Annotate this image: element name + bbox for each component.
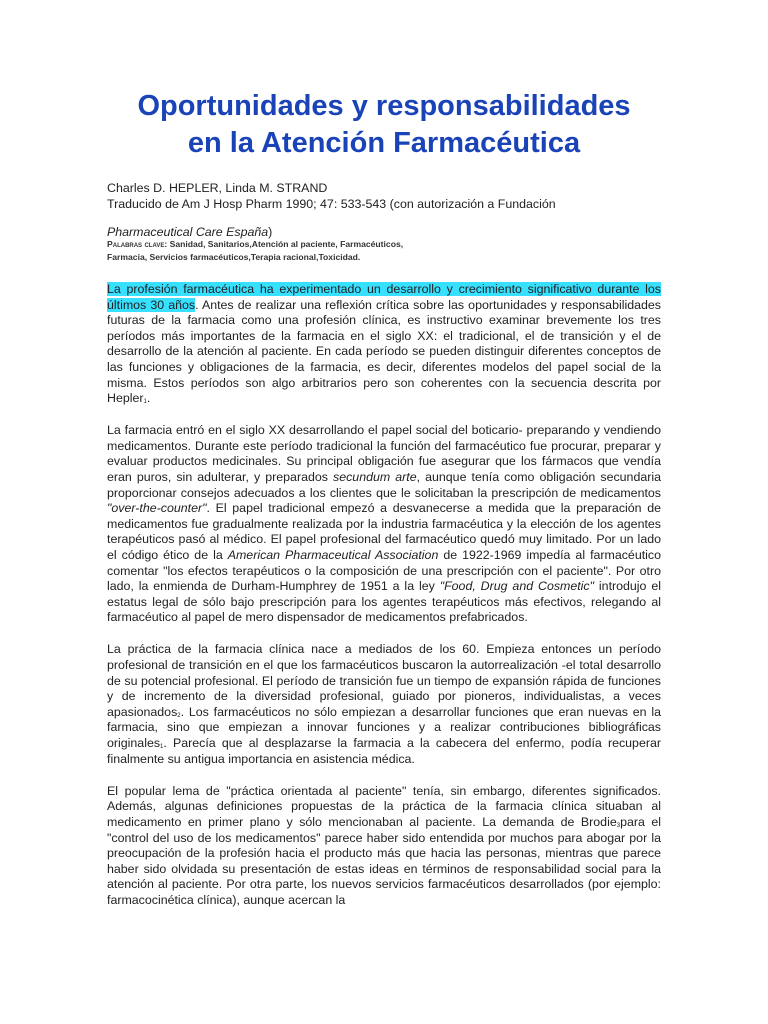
paragraph-2-text-5: introdujo el estatus legal de sólo bajo prescripción para los agentes terapéuticos más efectivos, relegando al farmacéutico al papel de mero dispensador de medicamentos prefabricados. [107, 579, 661, 625]
translation-note: Traducido de Am J Hosp Pharm 1990; 47: 533-543 (con autorización a Fundación [107, 197, 556, 211]
organization-name: Pharmaceutical Care España [107, 225, 269, 239]
paragraph-2-text-2: , aunque tenía como obligación secundaria proporcionar consejos adecuados a los clientes que le solicitaban la prescripción de medicamentos [107, 470, 661, 500]
reference-marker: 1 [143, 399, 147, 406]
reference-marker: 2 [177, 712, 181, 719]
authors-line [107, 180, 667, 212]
paragraph-1-text: . Antes de realizar una reflexión crítica sobre las oportunidades y responsabilidades futuras de la farmacia como una profesión clínica, es instructivo examinar brevemente los tres períodos más importantes de la farmacia en el siglo XX: el tradicional, el de transición y el de desarrollo de la atención al paciente. En cada período se pueden distinguir diferentes conceptos de las funciones y obligaciones de la farmacia, es decir, diferentes modelos del papel social de la misma. Estos períodos son algo arbitrarios pero son coherentes con la secuencia descrita por Hepler [107, 297, 661, 406]
paragraph-3-text-2: . Los farmacéuticos no sólo empiezan a desarrollar funciones que eran nuevas en la farmacia, sino que empiezan a innovar funciones y a realizar contribuciones bibliográficas originales [107, 704, 661, 751]
italic-fdc-act: "Food, Drug and Cosmetic" [439, 579, 595, 594]
paragraph-2 [107, 423, 661, 626]
paragraph-2-text-1: La farmacia entró en el siglo XX desarrollando el papel social del boticario- preparando y vendiendo medicamentos. Durante este período tradicional la función del farmacéutico fue procurar, preparar y evaluar productos medicinales. Su principal obligación fue asegurar que los fármacos que vendía eran puros, sin adulterar, y preparados [107, 423, 661, 485]
paragraph-2-text-3: . El papel tradicional empezó a desvanecerse a medida que la preparación de medicamentos fue gradualmente realizada por la industria farmacéutica y la elección de los agentes terapéuticos pasó al médico. El papel profesional del farmacéutico quedó muy limitado. Por un lado el código ético de la [107, 501, 661, 562]
keywords-block [107, 238, 667, 263]
organization-close: ) [268, 225, 273, 239]
paragraph-4-text-2: para el "control del uso de los medicamentos" parece haber sido entendida por muchos para abogar por la preocupación de la profesión hacia el producto más que hacia las personas, mientras que parece haber sido olvidada su presentación de estas ideas en términos de responsabilidad social para la atención al paciente. Por otra parte, los nuevos servicios farmacéuticos desarrollados (por ejemplo: farmacocinética clínica), aunque acercan la [107, 814, 661, 907]
article-body [107, 282, 661, 925]
paragraph-2-text-4: de 1922-1969 impedía al farmacéutico comentar "los efectos terapéuticos o la composición de una prescripción con el paciente". Por otro lado, la enmienda de Durham-Humphrey de 1951 a la ley [107, 548, 661, 594]
authors: Charles D. HEPLER, Linda M. STRAND [107, 181, 328, 195]
document-title [60, 88, 708, 162]
paragraph-3-text-1: La práctica de la farmacia clínica nace a mediados de los 60. Empieza entonces un período profesional de transición en el que los farmacéuticos buscaron la autorrealización -el total desarrollo de su potencial profesional. El período de transición fue un tiempo de expansión rápida de funciones y de incremento de la diversidad profesional, guiado por pioneros, individualistas, a veces apasionados [107, 642, 661, 719]
italic-secundum-arte: secundum arte [333, 470, 417, 485]
paragraph-3 [107, 642, 661, 767]
paragraph-3-text-3: . Parecía que al desplazarse la farmacia a la cabecera del enfermo, podía recuperar finalmente su antigua importancia en asistencia médica. [107, 736, 661, 766]
reference-marker: 3 [616, 822, 621, 829]
paragraph-4-text-1: El popular lema de "práctica orientada al paciente" tenía, sin embargo, diferentes significados. Además, algunas definiciones propuestas de la práctica de la farmacia clínica situaban al medicamento en primer plano y sólo mencionaban al paciente. La demanda de Brodie [107, 783, 661, 829]
keywords-line-1: : Sanidad, Sanitarios,Atención al paciente, Farmacéuticos, [164, 239, 404, 249]
paragraph-4 [107, 784, 661, 909]
paragraph-1-end: . [146, 391, 151, 406]
highlighted-text: La profesión farmacéutica ha experimentado un desarrollo y crecimiento significativo durante los últimos 30 años [107, 282, 661, 312]
italic-over-the-counter: "over-the-counter" [107, 501, 207, 516]
keywords-line-2: Farmacia, Servicios farmacéuticos,Terapia racional,Toxicidad. [107, 251, 361, 262]
italic-apha: American Pharmaceutical Association [227, 548, 439, 562]
title-line-2: en la Atención Farmacéutica [187, 127, 581, 159]
paragraph-1 [107, 282, 661, 407]
keywords-label: Palabras clave [107, 239, 165, 249]
title-line-1: Oportunidades y responsabilidades [137, 90, 631, 122]
reference-marker: 1 [160, 744, 164, 751]
